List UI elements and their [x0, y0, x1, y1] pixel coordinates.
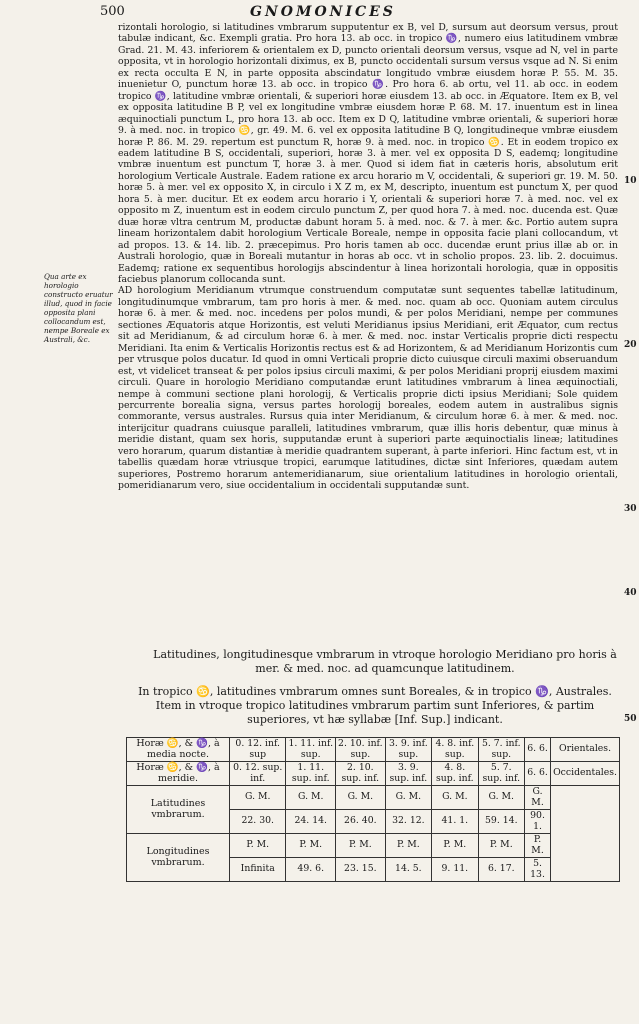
table-cell: G. M. [286, 786, 336, 810]
side-label: Occidentales. [551, 762, 620, 786]
table-cell: P. M. [336, 834, 386, 858]
table-cell: 26. 40. [336, 810, 386, 834]
margin-number: 50 [624, 714, 637, 724]
table-cell: 4. 8. inf. sup. [432, 738, 478, 762]
table-cell: 1. 11. sup. inf. [286, 762, 336, 786]
side-note: Qua arte ex horologio constructo eruatur illud, quod in facie opposita plani collocandum est, nempe Boreale ex Australi, &c. [44, 272, 113, 344]
table-cell: 6. 6. [525, 762, 551, 786]
paragraph: rizontali horologio, si latitudines vmbrarum supputentur ex B, vel D, sursum aut deorsum versus, prout tabulæ indicant, &c. Exempli gratia. Pro hora 13. ab occ. in tropico ♑, numero eius latitudinem vmbræ Grad. 21. M. 43. inferiorem & orientalem ex D, puncto orientali deorsum versus, vsque ad N, vel in parte opposita, vt in horologio horizontali diximus, ex B, puncto occidentali sursum versus vsque ad N. Si enim ex recta occulta E N, in parte opposita abscindatur longitudo vmbræ eiusdem horæ P. 55. M. 35. inuenietur O, punctum horæ 13. ab occ. in tropico ♑. Pro hora 6. ab ortu, vel 11. ab occ. in eodem tropico ♑, latitudine vmbræ orientali, & superiori horæ eiusdem 13. ab occ. in Æquatore. Item ex B, vel ex opposita latitudine B P, vel ex longitudine vmbræ eiusdem horæ P. 68. M. 17. inuentum est in linea æquinoctiali punctum L, pro hora 13. ab occ. Item ex D Q, latitudine vmbræ orientali, & superiori horæ 9. à med. noc. in tropico ♋, gr. 49. M. 6. vel ex opposita latitudine B Q, longitudineque vmbræ eiusdem horæ P. 86. M. 29. repertum est punctum R, horæ 9. à med. noc. in tropico ♋. Et in eodem tropico ex eadem latitudine B S, occidentali, superiori, horæ 3. à mer. vel ex opposita D S, eademq; longitudine vmbræ inuentum est punctum T, horæ 3. à mer. Quod si idem fiat in cæteris horis, absolutum erit horologium Verticale Australe. Eadem ratione ex arcu horario m V, occidentali, & superiori gr. 19. M. 50. horæ 5. à mer. vel ex opposito X, in circulo i X Z m, ex M, descripto, inuentum est punctum X, per quod hora 5. à mer. ducitur. Et ex eodem arcu horario i Y, orientali & superiori horæ 7. à med. noc. vel ex opposito m Z, inuentum est in eodem circulo punctum Z, per quod hora 7. à med. noc. ducenda est. Quæ duæ horæ vltra centrum M, productæ dabunt horam 5. à med. noc. & 7. à mer. &c. Portio autem supra lineam horizontalem dabit horologium Verticale Boreale, nempe in opposita facie plani collocandum, vt ad propos. 13. & 14. lib. 2. præcepimus. Pro horis tamen ab occ. ducendæ erunt prius illæ ab or. in Australi horologio, quæ in Boreali mutantur in horas ab occ. vt in scholio propos. 23. lib. 2. docuimus. Eademq; ratione ex sequentibus horologijs abscindentur à linea horizontali horologia, quæ in oppositis faciebus planorum collocanda sunt. [118, 22, 618, 285]
table-cell: P. M. [230, 834, 286, 858]
side-label: Orientales. [551, 738, 620, 762]
side-label [551, 786, 620, 882]
table-cell: P. M. [478, 834, 524, 858]
table-cell: 24. 14. [286, 810, 336, 834]
table-cell: 5. 7. inf. sup. [478, 738, 524, 762]
table-cell: 90. 1. [525, 810, 551, 834]
row-header: Horæ ♋, & ♑, à meridie. [127, 762, 230, 786]
table-row [127, 834, 620, 858]
table-cell: 2. 10. sup. inf. [336, 762, 386, 786]
table-cell: P. M. [385, 834, 431, 858]
table-cell: 5. 13. [525, 858, 551, 882]
table-cell: 23. 15. [336, 858, 386, 882]
table-cell: G. M. [432, 786, 478, 810]
table-cell: 9. 11. [432, 858, 478, 882]
margin-number: 40 [624, 588, 637, 598]
row-header: Horæ ♋, & ♑, à media nocte. [127, 738, 230, 762]
table-cell: 49. 6. [286, 858, 336, 882]
table-cell: Infinita [230, 858, 286, 882]
shadow-table [126, 737, 620, 882]
margin-number: 30 [624, 504, 637, 514]
table-cell: 22. 30. [230, 810, 286, 834]
table-cell: 5. 7. sup. inf. [478, 762, 524, 786]
table-cell: 0. 12. sup. inf. [230, 762, 286, 786]
table-cell: 6. 17. [478, 858, 524, 882]
row-header: Latitudines vmbrarum. [127, 786, 230, 834]
table-cell: 6. 6. [525, 738, 551, 762]
page-number: 500 [100, 4, 125, 19]
table-cell: P. M. [432, 834, 478, 858]
table-cell: G. M. [336, 786, 386, 810]
table-cell: 1. 11. inf. sup. [286, 738, 336, 762]
table-cell: 59. 14. [478, 810, 524, 834]
table-cell: G. M. [478, 786, 524, 810]
table-subcaption: In tropico ♋, latitudines vmbrarum omnes sunt Boreales, & in tropico ♑, Australes. Item in vtroque tropico latitudines vmbrarum partim sunt Inferiores, & partim superiores, vt hæ syllabæ [Inf. Sup.] indicant. [138, 685, 612, 726]
table-cell: G. M. [230, 786, 286, 810]
margin-number: 10 [624, 176, 637, 186]
table-cell: G. M. [385, 786, 431, 810]
table-cell: 14. 5. [385, 858, 431, 882]
table-cell: G. M. [525, 786, 551, 810]
table-row [127, 738, 620, 762]
table-row [127, 762, 620, 786]
table-cell: 41. 1. [432, 810, 478, 834]
table-cell: 4. 8. sup. inf. [432, 762, 478, 786]
paragraph: AD horologium Meridianum vtrumque construendum computatæ sunt sequentes tabellæ latitudinum, longitudinumque vmbrarum, tam pro horis à mer. & med. noc. quam ab occ. Quoniam autem circulus horæ 6. à mer. & med. noc. incedens per polos mundi, & per polos Meridiani, nempe per communes sectiones Æquatoris atque Horizontis, est veluti Meridianus ipsius Meridiani, erit Æquator, cum rectus sit ad Meridianum, & ad circulum horæ 6. à mer. & med. noc. instar Verticalis proprie dicti respectu Meridiani. Ita enim & Verticalis Horizontis rectus est & ad Horizontem, & ad Meridianum Horizontis cum per vtrusque polos ducatur. Id quod in omni Verticali proprie dicto cuiusque circuli maximi obseruandum est, vt videlicet transeat & per polos ipsius circuli maximi, & per polos Meridiani proprij eiusdem maximi circuli. Quare in horologio Meridiano computandæ erunt latitudines vmbrarum à linea æquinoctiali, nempe à communi sectione plani horologij, & Verticalis proprie dicti ipsius Meridiani; Sole quidem percurrente borealia signa, versus partes horologij boreales, eodem autem in australibus signis commorante, versus australes. Rursus quia inter Meridianum, & circulum horæ 6. à mer. & med. noc. interijcitur quadrans cuiusque paralleli, latitudines vmbrarum, quæ illis horis debentur, quæ minus à meridie distant, quam sex horis, supputandæ erunt à superiori parte æquinoctialis lineæ; latitudines vero horarum, quarum distantiæ à meridie quadrantem superant, à parte inferiori. Hinc factum est, vt in tabellis quædam horæ vtriusque tropici, earumque latitudines, dictæ sint Inferiores, quædam autem superiores, Postremo horarum antemeridianarum, siue orientalium latitudines in horologio orientali, pomeridianarum vero, siue occidentalium in occidentali supputandæ sunt. [118, 285, 618, 492]
table-cell: 32. 12. [385, 810, 431, 834]
table-caption: Latitudines, longitudinesque vmbrarum in vtroque horologio Meridiano pro horis à mer. & med. noc. ad quamcunque latitudinem. [153, 648, 617, 675]
table-row [127, 786, 620, 810]
margin-number: 20 [624, 340, 637, 350]
table-cell: P. M. [525, 834, 551, 858]
row-header: Longitudines vmbrarum. [127, 834, 230, 882]
table-cell: 3. 9. sup. inf. [385, 762, 431, 786]
table-cell: 2. 10. inf. sup. [336, 738, 386, 762]
table-cell: 0. 12. inf. sup [230, 738, 286, 762]
table-cell: P. M. [286, 834, 336, 858]
running-head: GNOMONICES [250, 4, 396, 20]
table-cell: 3. 9. inf. sup. [385, 738, 431, 762]
body-text [118, 22, 618, 492]
